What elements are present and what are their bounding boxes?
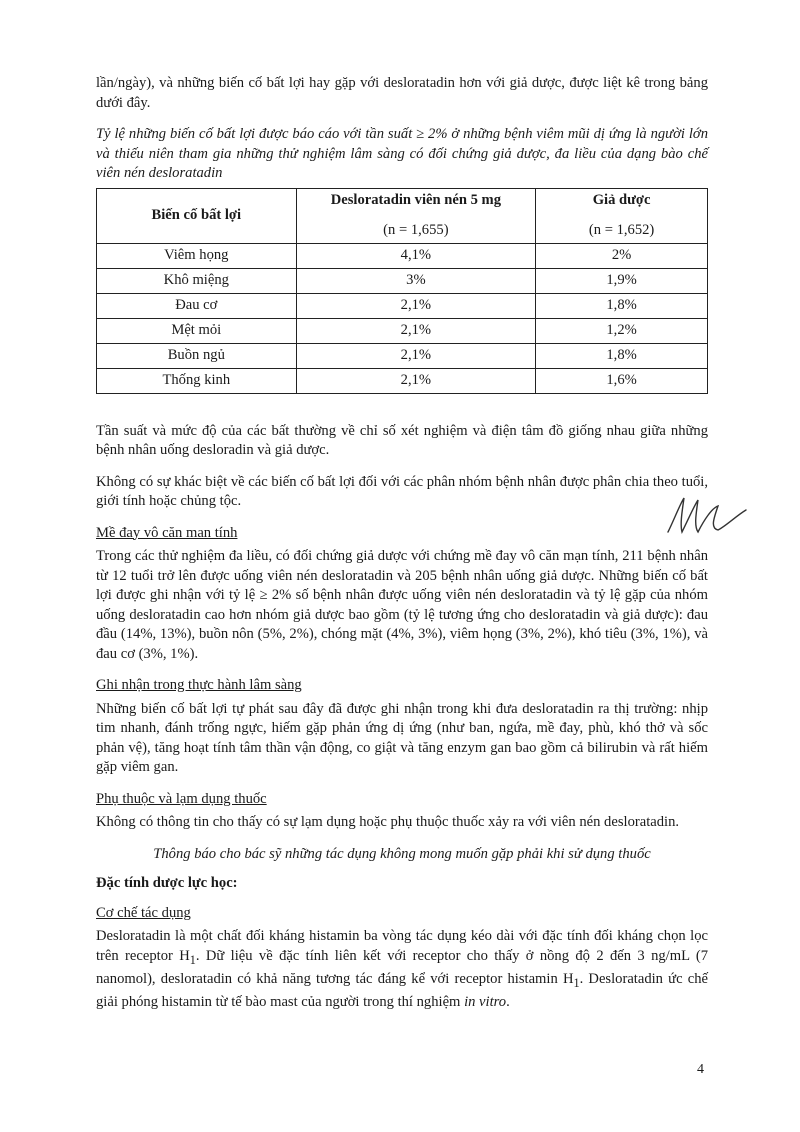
cell-drug: 4,1% [296,243,536,268]
postmarketing-heading: Ghi nhận trong thực hành lâm sàng [96,677,302,693]
mechanism-text [96,927,708,1013]
subgroup-text: Không có sự khác biệt về các biến cố bất lợi đối với các phân nhóm bệnh nhân được phân chia theo tuổi, giới tính hoặc chủng tộc. [96,473,708,509]
mechanism-text-a: Desloratadin là một chất đối kháng histamin ba vòng tác dụng kéo dài với đặc tính đối kháng chọn lọc trên receptor H [96,928,708,964]
cell-event: Mệt mỏi [97,318,297,343]
cell-drug: 2,1% [296,318,536,343]
page-number: 4 [697,1062,704,1077]
header-placebo-label: Giả dược [592,192,651,208]
cell-placebo: 1,6% [536,368,708,393]
subscript-1: 1 [189,952,196,967]
header-drug [296,188,536,243]
mechanism-text-b: . Dữ liệu về đặc tính liên kết với receptor cho thấy ở nồng độ 2 đến 3 ng/mL (7 nanomol), desloratadin có khả năng tương tác đáng kể với receptor histamin H [96,947,708,987]
cell-event: Thống kinh [97,368,297,393]
cell-drug: 2,1% [296,293,536,318]
header-placebo-n: (n = 1,652) [588,221,655,238]
mechanism-heading: Cơ chế tác dụng [96,904,191,921]
urticaria-text: Trong các thử nghiệm đa liều, có đối chứng giả dược với chứng mề đay vô căn mạn tính, 211 bệnh nhân từ 12 tuổi trở lên được uống viên nén desloratadin và 205 bệnh nhân uống giả dược. Những biến cố bất lợi được ghi nhận với tỷ lệ ≥ 2% số bệnh nhân được uống viên nén desloratadin và tỷ lệ gặp của nhóm uống desloratadin cao hơn nhóm giả dược bao gồm (tỷ lệ tương ứng cho desloratadin và giả dược): đau đầu (14%, 13%), buồn nôn (5%, 2%), chóng mặt (4%, 3%), viêm họng (3%, 2%), khó tiêu (3%, 1%), và đau cơ (3%, 1%). [96,548,708,662]
table-row [97,368,708,393]
table-row [97,343,708,368]
mechanism-text-d: . [506,994,510,1011]
abuse-text: Không có thông tin cho thấy có sự lạm dụng hoặc phụ thuộc thuốc xảy ra với viên nén desloratadin. [96,814,680,830]
cell-event: Đau cơ [97,293,297,318]
cell-drug: 2,1% [296,368,536,393]
cell-placebo: 1,8% [536,343,708,368]
abuse-heading: Phụ thuộc và lạm dụng thuốc [96,790,267,807]
cell-event: Khô miệng [97,268,297,293]
cell-placebo: 1,8% [536,293,708,318]
header-placebo [536,188,708,243]
pharmacodynamics-heading: Đặc tính dược lực học: [96,875,238,891]
cell-placebo: 1,9% [536,268,708,293]
table-caption: Tỷ lệ những biến cố bất lợi được báo cáo với tần suất ≥ 2% ở những bệnh viêm mũi dị ứng là người lớn và thiếu niên tham gia những thử nghiệm lâm sàng có đối chứng giả dược, đa liều của dạng bào chế viên nén desloratadin [96,126,708,181]
document-page [96,74,708,1025]
header-drug-n: (n = 1,655) [383,221,449,238]
table-header-row [97,188,708,243]
table-row [97,268,708,293]
notice-text: Thông báo cho bác sỹ những tác dụng không mong muốn gặp phải khi sử dụng thuốc [153,845,651,862]
signature-icon [660,490,760,540]
cell-placebo: 2% [536,243,708,268]
table-row [97,243,708,268]
lab-abnormalities-text: Tần suất và mức độ của các bất thường về chỉ số xét nghiệm và điện tâm đồ giống nhau giữa những bệnh nhân uống desloradin và giả dược. [96,422,708,458]
cell-drug: 3% [296,268,536,293]
cell-event: Viêm họng [97,243,297,268]
subscript-2: 1 [573,975,580,990]
postmarketing-text: Những biến cố bất lợi tự phát sau đây đã được ghi nhận trong khi đưa desloratadin ra thị trường: nhịp tim nhanh, đánh trống ngực, hiếm gặp phản ứng dị ứng (như ban, ngứa, mề đay, phù, khó thở và sốc phản vệ), tăng hoạt tính tâm thần vận động, co giật và tăng enzym gan bao gồm cả bilirubin và rất hiếm gặp viêm gan. [96,700,708,775]
table-row [97,318,708,343]
table-row [97,293,708,318]
cell-drug: 2,1% [296,343,536,368]
header-drug-label: Desloratadin viên nén 5 mg [330,192,501,208]
cell-placebo: 1,2% [536,318,708,343]
intro-text: lần/ngày), và những biến cố bất lợi hay gặp với desloratadin hơn với giả dược, được liệt kê trong bảng dưới đây. [96,75,708,111]
urticaria-heading: Mề đay vô căn man tính [96,524,238,541]
adverse-events-table [96,188,708,394]
in-vitro-text: in vitro [464,994,507,1011]
mechanism-text-c: . Desloratadin ức chế giải phóng histamin từ tế bào mast của người trong thí nghiệm [96,970,708,1011]
header-event: Biến cố bất lợi [97,188,297,243]
cell-event: Buồn ngủ [97,343,297,368]
